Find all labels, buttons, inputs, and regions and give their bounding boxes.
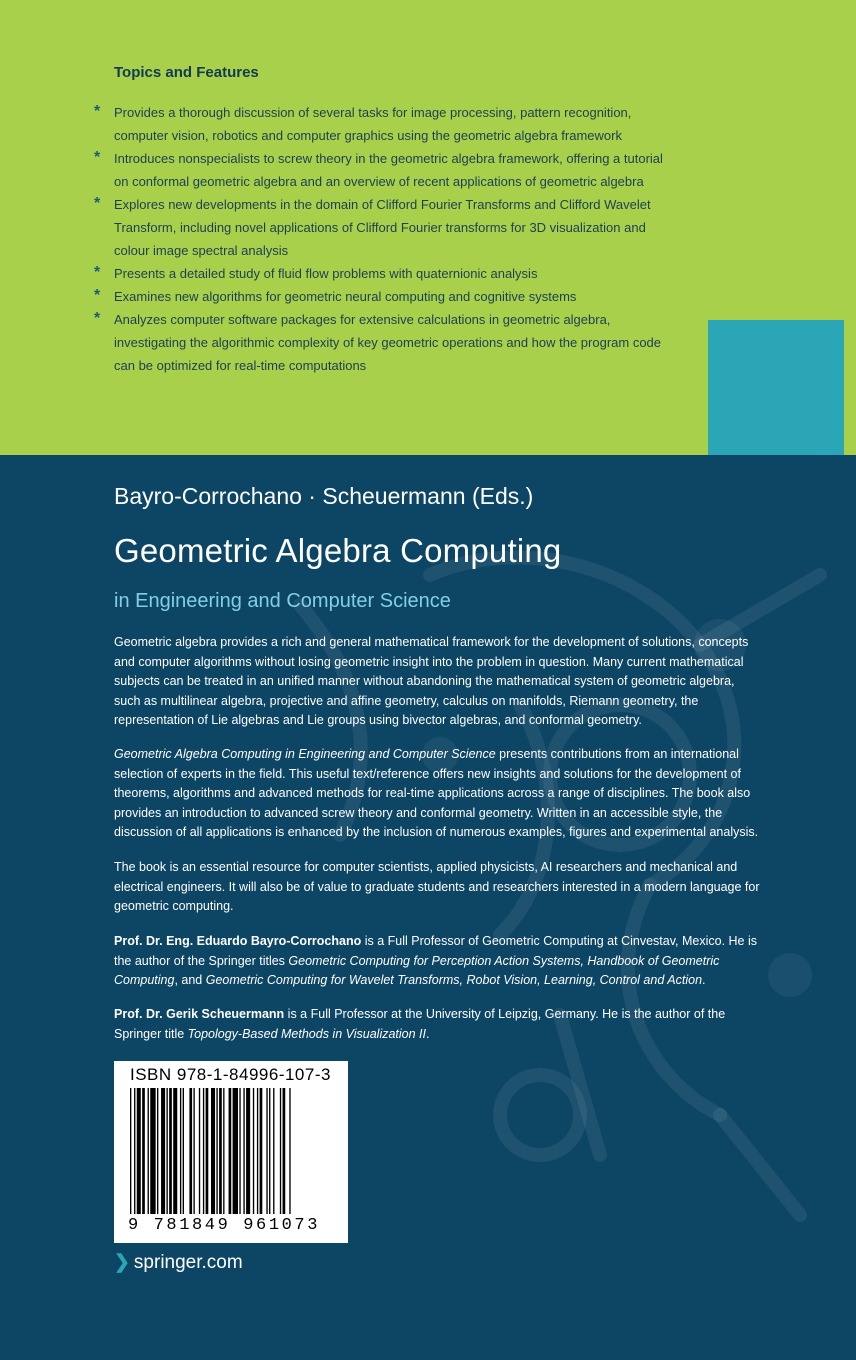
asterisk-icon: * <box>94 103 101 120</box>
barcode-bar <box>157 1088 158 1214</box>
barcode-bar <box>203 1088 204 1214</box>
book-subtitle: in Engineering and Computer Science <box>114 590 451 612</box>
asterisk-icon: * <box>94 287 101 304</box>
barcode-bar <box>130 1088 131 1214</box>
barcode-bar <box>193 1088 194 1214</box>
asterisk-icon: * <box>94 310 101 327</box>
feature-item: * Analyzes computer software packages for extensive calculations in geometric algebra, investigating the algorithmic complexity of key geometric operations and how the program code can be optimized for real-time computations <box>94 308 674 377</box>
editor-bio: Prof. Dr. Gerik Scheuermann is a Full Professor at the University of Leipzig, Germany. He is the author of the Springer title Topology-Based Methods in Visualization II. <box>114 1007 726 1041</box>
book-authors: Bayro-Corrochano · Scheuermann (Eds.) <box>114 483 534 509</box>
editor-name: Prof. Dr. Eng. Eduardo Bayro-Corrochano <box>114 934 362 948</box>
barcode-bar <box>273 1088 274 1214</box>
feature-item: * Introduces nonspecialists to screw theory in the geometric algebra framework, offering a tutorial on conformal geometric algebra and an overview of recent applications of geometric algebra <box>94 147 674 193</box>
barcode-bar <box>219 1088 222 1214</box>
barcode-bar <box>137 1088 141 1214</box>
publisher-link[interactable]: ❯ springer.com <box>114 1252 243 1273</box>
feature-item: * Explores new developments in the domain of Clifford Fourier Transforms and Clifford Wavelet Transform, including novel applications of Clifford Fourier transforms for 3D visualization and colour image spectral analysis <box>94 193 674 262</box>
barcode-bar <box>283 1088 286 1214</box>
feature-item: * Examines new algorithms for geometric neural computing and cognitive systems <box>94 285 674 308</box>
barcode-bar <box>199 1088 200 1214</box>
ean-digits: 9 781849 961073 <box>128 1216 321 1235</box>
isbn-barcode <box>114 1061 348 1243</box>
barcode-bar <box>216 1088 217 1214</box>
features-list <box>94 101 674 377</box>
barcode-bar <box>289 1088 290 1214</box>
asterisk-icon: * <box>94 149 101 166</box>
feature-item: * Provides a thorough discussion of several tasks for image processing, pattern recognition, computer vision, robotics and computer graphics using the geometric algebra framework <box>94 101 674 147</box>
barcode-bar <box>180 1088 181 1214</box>
barcode-bar <box>257 1088 258 1214</box>
book-title-italic: Geometric Algebra Computing in Engineering and Computer Science <box>114 747 496 761</box>
barcode-bar <box>166 1088 167 1214</box>
barcode-bar <box>148 1088 149 1214</box>
description-paragraph: Geometric algebra provides a rich and general mathematical framework for the development of solutions, concepts and computer algorithms without losing geometric insight into the problem in question. Many current mathematical subjects can be treated in an unified manner without abandoning the mathematical system of geometric algebra, such as multilinear algebra, projective and affine geometry, calculus on manifolds, Riemann geometry, the representation of Lie algebras and Lie groups using bivector algebras, and conformal geometry. <box>114 635 749 727</box>
teal-accent-block <box>708 320 844 455</box>
barcode-bar <box>269 1088 270 1214</box>
barcode-bars <box>128 1088 336 1218</box>
barcode-bar <box>280 1088 281 1214</box>
description-paragraph: The book is an essential resource for computer scientists, applied physicists, AI researchers and mechanical and electrical engineers. It will also be of value to graduate students and researchers interested in a modern language for geometric computing. <box>114 860 760 913</box>
barcode-bar <box>142 1088 145 1214</box>
description-paragraph: Geometric Algebra Computing in Engineering and Computer Science presents contributions from an international selection of experts in the field. This useful text/reference offers new insights and solutions for the development of theorems, algorithms and advanced methods for real-time applications across a range of disciplines. The book also provides an introduction to advanced screw theory and conformal geometry. Written in an accessible style, the discussion of all applications is enhanced by the inclusion of numerous examples, figures and experimental analysis. <box>114 747 759 839</box>
barcode-bar <box>134 1088 135 1214</box>
barcode-bar <box>173 1088 177 1214</box>
barcode-bar <box>260 1088 263 1214</box>
barcode-bar <box>183 1088 184 1214</box>
barcode-bar <box>189 1088 192 1214</box>
barcode-bar <box>211 1088 215 1214</box>
barcode-bar <box>246 1088 250 1214</box>
barcode-bar <box>266 1088 267 1214</box>
barcode-bar <box>229 1088 232 1214</box>
book-title: Geometric Algebra Computing <box>114 532 562 569</box>
barcode-bar <box>253 1088 254 1214</box>
barcode-bar <box>169 1088 172 1214</box>
barcode-bar <box>233 1088 238 1214</box>
barcode-bar <box>223 1088 224 1214</box>
topics-heading: Topics and Features <box>114 64 259 81</box>
isbn-number: ISBN 978-1-84996-107-3 <box>130 1065 331 1084</box>
asterisk-icon: * <box>94 264 101 281</box>
asterisk-icon: * <box>94 195 101 212</box>
barcode-bar <box>206 1088 209 1214</box>
barcode-bar <box>239 1088 240 1214</box>
barcode-bar <box>150 1088 155 1214</box>
chevron-right-icon: ❯ <box>114 1252 130 1273</box>
editor-bio: Prof. Dr. Eng. Eduardo Bayro-Corrochano is a Full Professor of Geometric Computing at Cinvestav, Mexico. He is the author of the Springer titles Geometric Computing for Perception Action Systems, Handbook of Geometric Computing, and Geometric Computing for Wavelet Transforms, Robot Vision, Learning, Control and Action. <box>114 934 757 987</box>
editor-name: Prof. Dr. Gerik Scheuermann <box>114 1007 285 1021</box>
barcode-bar <box>243 1088 244 1214</box>
barcode-bar <box>161 1088 165 1214</box>
feature-item: * Presents a detailed study of fluid flow problems with quaternionic analysis <box>94 262 674 285</box>
